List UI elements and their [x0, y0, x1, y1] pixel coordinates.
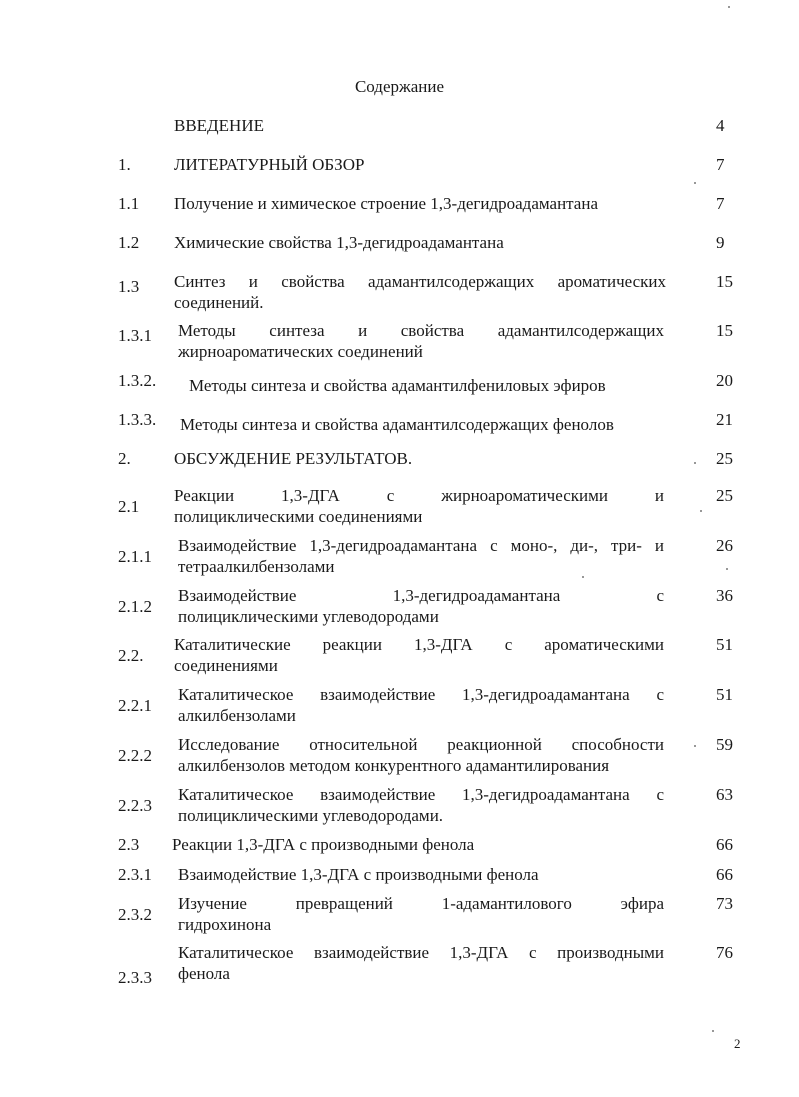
toc-entry-text [178, 585, 664, 627]
toc-entry-text: Химические свойства 1,3-дегидроадамантана [174, 233, 504, 252]
toc-entry-text-line1: Реакции 1,3-ДГА с жирноароматическими и [174, 486, 664, 505]
toc-entry-number: 2.3 [118, 835, 140, 854]
toc-entry-text: ВВЕДЕНИЕ [174, 116, 264, 135]
toc-entry-page: 15 [716, 272, 733, 291]
toc-entry-text: Получение и химическое строение 1,3-дегидроадамантана [174, 194, 598, 213]
toc-entry-number: 1. [118, 155, 131, 174]
toc-entry-number: 2.1 [118, 497, 140, 516]
toc-entry-text [178, 893, 664, 935]
toc-entry-text: Реакции 1,3-ДГА с производными фенола [172, 835, 475, 854]
toc-entry-number: 2.1.2 [118, 597, 152, 616]
toc-entry-number: 2.3.1 [118, 865, 152, 884]
toc-entry-text-line2: полициклическими соединениями [174, 507, 423, 526]
toc-entry-page: 7 [716, 155, 725, 174]
toc-entry-page: 59 [716, 735, 733, 754]
toc-entry-page: 51 [716, 635, 733, 654]
toc-entry-number: 1.3.1 [118, 326, 152, 345]
toc-entry-text-line1: Синтез и свойства адамантилсодержащих ароматических [174, 272, 666, 291]
scan-speck [726, 568, 728, 570]
toc-entry-page: 7 [716, 194, 725, 213]
page-number: 2 [734, 1036, 741, 1051]
toc-entry-page: 9 [716, 233, 725, 252]
toc-entry-text-line1: Исследование относительной реакционной способности [178, 735, 664, 754]
toc-entry-text [178, 784, 664, 826]
toc-entry-text-line1: Методы синтеза и свойства адамантилсодержащих [178, 321, 664, 340]
toc-entry-text-line2: гидрохинона [178, 915, 272, 934]
toc-entry-page: 20 [716, 371, 733, 390]
toc-entry-number: 1.3 [118, 277, 140, 296]
toc-entry-number: 1.2 [118, 233, 140, 252]
toc-entry-text-line1: Каталитическое взаимодействие 1,3-ДГА с производными [178, 943, 664, 962]
toc-entry-page: 63 [716, 785, 733, 804]
scan-speck [694, 745, 696, 747]
toc-entry-text-line2: соединений. [174, 293, 264, 312]
toc-entry-text [174, 485, 664, 527]
toc-entry-text-line2: алкилбензолов методом конкурентного адамантилирования [178, 756, 610, 775]
toc-entry-page: 66 [716, 835, 733, 854]
toc-entry-text-line2: жирноароматических соединений [178, 342, 423, 361]
toc-entry-text [178, 320, 664, 362]
toc-entry-text [178, 684, 664, 726]
toc-entry-text-line2: соединениями [174, 656, 278, 675]
toc-entry-text-line2: фенола [178, 964, 230, 983]
toc-entry-number: 1.3.3. [118, 410, 157, 429]
toc-entry-page: 25 [716, 486, 733, 505]
toc-entry-page: 21 [716, 410, 733, 429]
toc-entry-number: 1.1 [118, 194, 140, 213]
toc-entry-text [178, 942, 664, 984]
toc-entry-page: 36 [716, 586, 733, 605]
scan-speck [712, 1030, 714, 1032]
toc-entry-text: Методы синтеза и свойства адамантилфениловых эфиров [189, 376, 606, 395]
toc-entry-text: ЛИТЕРАТУРНЫЙ ОБЗОР [174, 155, 365, 174]
toc-entry-text-line2: алкилбензолами [178, 706, 296, 725]
toc-entry-text: ОБСУЖДЕНИЕ РЕЗУЛЬТАТОВ. [174, 449, 413, 468]
toc-entry-text [178, 535, 664, 577]
toc-entry-page: 25 [716, 449, 733, 468]
scan-speck [694, 182, 696, 184]
toc-entry-page: 26 [716, 536, 733, 555]
toc-entry-number: 2. [118, 449, 131, 468]
toc-entry-number: 2.2.2 [118, 746, 152, 765]
toc-entry-number: 2.3.3 [118, 968, 152, 987]
toc-entry-text-line1: Каталитические реакции 1,3-ДГА с ароматическими [174, 635, 664, 654]
page-title: Содержание [354, 77, 445, 96]
scan-speck [582, 576, 584, 578]
toc-entry-text-line1: Каталитическое взаимодействие 1,3-дегидроадамантана с [178, 785, 664, 804]
toc-entry-text [174, 634, 664, 676]
toc-entry-page: 51 [716, 685, 733, 704]
toc-entry-page: 15 [716, 321, 733, 340]
toc-entry-text [178, 734, 664, 776]
toc-entry-page: 73 [716, 894, 733, 913]
toc-entry-number: 2.3.2 [118, 905, 152, 924]
toc-entry-number: 2.1.1 [118, 547, 152, 566]
scan-speck [694, 462, 696, 464]
scan-speck [700, 510, 702, 512]
toc-entry-text-line1: Изучение превращений 1-адамантилового эфира [178, 894, 664, 913]
toc-entry-page: 4 [716, 116, 725, 135]
toc-entry-text [174, 271, 666, 313]
toc-entry-text-line2: полициклическими углеводородами [178, 607, 439, 626]
toc-entry-page: 76 [716, 943, 733, 962]
toc-entry-page: 66 [716, 865, 733, 884]
toc-entry-text-line2: тетраалкилбензолами [178, 557, 335, 576]
toc-entry-text-line2: полициклическими углеводородами. [178, 806, 444, 825]
toc-entry-number: 1.3.2. [118, 371, 157, 390]
toc-entry-text-line1: Каталитическое взаимодействие 1,3-дегидроадамантана с [178, 685, 664, 704]
scan-speck [728, 6, 730, 8]
toc-entry-number: 2.2.3 [118, 796, 152, 815]
toc-entry-text-line1: Взаимодействие 1,3-дегидроадамантана с [178, 586, 664, 605]
toc-entry-text-line1: Взаимодействие 1,3-дегидроадамантана с моно-, ди-, три- и [178, 536, 664, 555]
toc-entry-text: Взаимодействие 1,3-ДГА с производными фенола [178, 865, 539, 884]
toc-entry-text: Методы синтеза и свойства адамантилсодержащих фенолов [180, 415, 614, 434]
toc-entry-number: 2.2.1 [118, 696, 152, 715]
toc-entry-number: 2.2. [118, 646, 144, 665]
